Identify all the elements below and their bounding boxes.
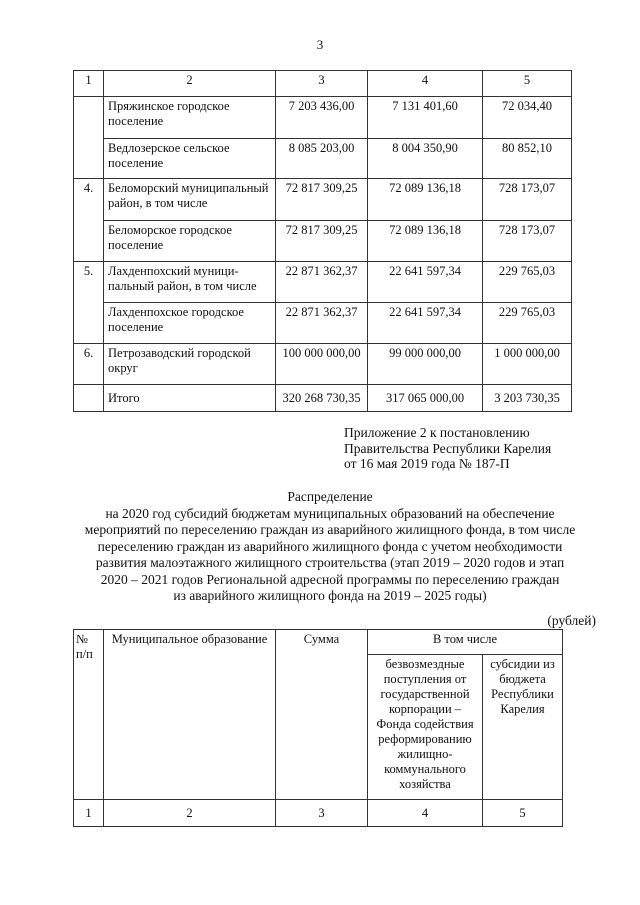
- col-name-header: Муниципальное образование: [104, 630, 276, 800]
- row-number: 5.: [74, 262, 104, 344]
- fund-value: 7 131 401,60: [368, 97, 483, 139]
- header-cell: 1: [74, 71, 104, 97]
- col-num-label: № п/п: [76, 632, 93, 661]
- sum-value: 72 817 309,25: [276, 179, 368, 221]
- sum-value: 100 000 000,00: [276, 344, 368, 385]
- sum-value: 7 203 436,00: [276, 97, 368, 139]
- sum-value: 8 085 203,00: [276, 139, 368, 179]
- subsidy-table-header: [73, 629, 563, 827]
- units-label: (рублей): [547, 613, 596, 628]
- fund-value: 8 004 350,90: [368, 139, 483, 179]
- table-row: [74, 303, 572, 344]
- republic-subsidy-value: 72 034,40: [483, 97, 572, 139]
- table-row: [74, 262, 572, 303]
- table-row: [74, 385, 572, 412]
- column-number: 3: [276, 800, 368, 827]
- column-number: 2: [104, 800, 276, 827]
- col-rk-header: субсидии из бюджета Республики Карелия: [483, 655, 563, 800]
- republic-subsidy-value: 728 173,07: [483, 179, 572, 221]
- column-number: 1: [74, 800, 104, 827]
- col-fund-header: безвозмездные поступления от государственной корпорации – Фонда содействия реформированию жилищно-коммунального хозяйства: [368, 655, 483, 800]
- title-line: на 2020 год субсидий бюджетам муниципальных образований на обеспечение: [105, 505, 555, 521]
- municipality-name: Лахденпохский муници-пальный район, в том числе: [104, 262, 276, 303]
- appendix-line: от 16 мая 2019 года № 187-П: [344, 456, 510, 471]
- municipality-name: Ведлозерское сельское поселение: [104, 139, 276, 179]
- table-row: [74, 221, 572, 262]
- title-line: развития малоэтажного жилищного строительства (этап 2019 – 2020 годов и этап: [95, 555, 565, 570]
- title-line: мероприятий по переселению граждан из аварийного жилищного фонда, в том числе: [84, 522, 576, 537]
- republic-subsidy-value: 229 765,03: [483, 262, 572, 303]
- sum-value: 320 268 730,35: [276, 385, 368, 412]
- fund-value: 72 089 136,18: [368, 221, 483, 262]
- title-line: переселению граждан из аварийного жилищного фонда с учетом необходимости: [97, 538, 563, 554]
- table-header-row: [74, 71, 572, 97]
- fund-value: 22 641 597,34: [368, 262, 483, 303]
- municipality-name: Беломорское городское поселение: [104, 221, 276, 262]
- header-cell: 5: [483, 71, 572, 97]
- republic-subsidy-value: 1 000 000,00: [483, 344, 572, 385]
- row-number: [74, 385, 104, 412]
- header-cell: 2: [104, 71, 276, 97]
- row-number: 4.: [74, 179, 104, 262]
- municipality-name: Лахденпохское городское поселение: [104, 303, 276, 344]
- fund-value: 72 089 136,18: [368, 179, 483, 221]
- municipality-name: Петрозаводский городской округ: [104, 344, 276, 385]
- sum-value: 22 871 362,37: [276, 262, 368, 303]
- table-row: [74, 139, 572, 179]
- table-row: [74, 179, 572, 221]
- column-number: 5: [483, 800, 563, 827]
- col-including-header: В том числе: [368, 630, 563, 655]
- municipality-name: Пряжинское городское поселение: [104, 97, 276, 139]
- header-cell: 3: [276, 71, 368, 97]
- appendix-note: [344, 425, 551, 472]
- fund-value: 99 000 000,00: [368, 344, 483, 385]
- row-number: [74, 97, 104, 179]
- header-cell: 4: [368, 71, 483, 97]
- table-row: [74, 344, 572, 385]
- column-number: 4: [368, 800, 483, 827]
- subsidy-table-continued: [73, 70, 572, 412]
- appendix-line: Приложение 2 к постановлению: [344, 425, 530, 440]
- republic-subsidy-value: 3 203 730,35: [483, 385, 572, 412]
- title-line: 2020 – 2021 годов Региональной адресной программы по переселению граждан: [100, 571, 560, 587]
- title-line: Распределение: [287, 489, 373, 504]
- municipality-name: Итого: [104, 385, 276, 412]
- table-row: [74, 97, 572, 139]
- fund-value: 22 641 597,34: [368, 303, 483, 344]
- fund-value: 317 065 000,00: [368, 385, 483, 412]
- col-num-header: [74, 630, 104, 800]
- row-number: 6.: [74, 344, 104, 385]
- republic-subsidy-value: 229 765,03: [483, 303, 572, 344]
- municipality-name: Беломорский муниципальный район, в том числе: [104, 179, 276, 221]
- appendix-line: Правительства Республики Карелия: [344, 440, 552, 456]
- republic-subsidy-value: 728 173,07: [483, 221, 572, 262]
- document-title: [40, 489, 620, 605]
- column-numbers-row: [74, 800, 563, 827]
- title-line: из аварийного жилищного фонда на 2019 – 2025 годы): [173, 588, 487, 603]
- sum-value: 72 817 309,25: [276, 221, 368, 262]
- sum-value: 22 871 362,37: [276, 303, 368, 344]
- republic-subsidy-value: 80 852,10: [483, 139, 572, 179]
- col-sum-header: Сумма: [276, 630, 368, 800]
- page-number: 3: [316, 37, 324, 52]
